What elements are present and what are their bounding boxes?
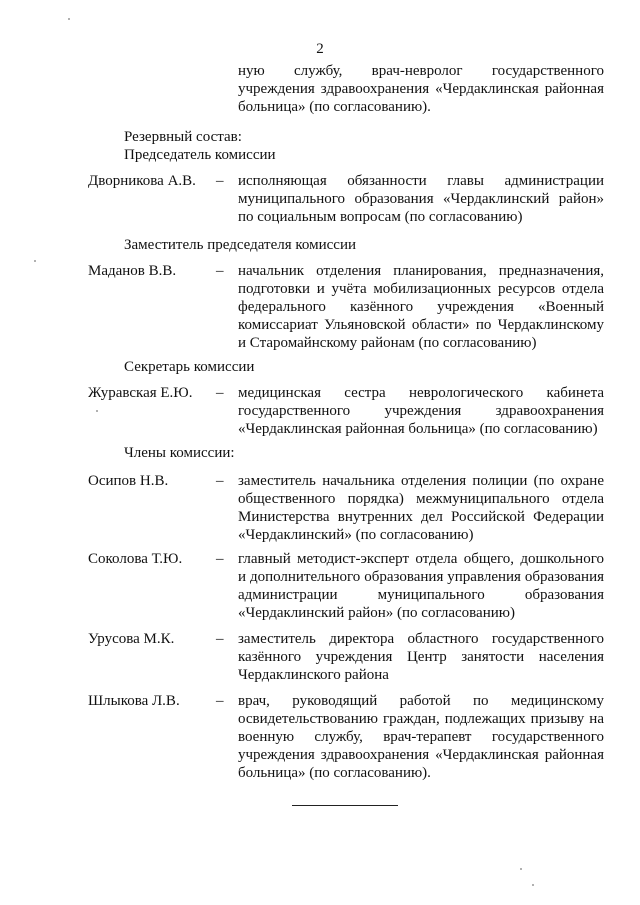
member-description: медицинская сестра неврологического кабинета государственного учреждения здравоохранения «Чердаклинская районная больница» (по согласованию) — [238, 385, 604, 437]
member-description: начальник отделения планирования, предназначения, подготовки и учёта мобилизационных ресурсов отдела федерального казённого учреждения «Военный комиссариат Ульяновской области» по Чердаклинскому и Старомайнскому районам (по согласованию) — [238, 263, 604, 351]
scan-speck — [34, 260, 36, 262]
member-name: Журавская Е.Ю. — [88, 385, 193, 401]
heading-chairman: Председатель комиссии — [124, 147, 276, 163]
heading-deputy: Заместитель председателя комиссии — [124, 237, 357, 253]
heading-reserve: Резервный состав: — [124, 129, 242, 145]
closing-rule — [292, 805, 398, 806]
heading-members: Члены комиссии: — [124, 445, 235, 461]
dash: – — [216, 173, 224, 189]
continuation-text: ную службу, врач-невролог государственного учреждения здравоохранения «Чердаклинская районная больница» (по согласованию). — [238, 63, 604, 115]
member-description: заместитель директора областного государственного казённого учреждения Центр занятости населения Чердаклинского района — [238, 631, 604, 683]
scan-speck — [96, 410, 98, 412]
heading-secretary: Секретарь комиссии — [124, 359, 255, 375]
dash: – — [216, 263, 224, 279]
member-name: Урусова М.К. — [88, 631, 175, 647]
dash: – — [216, 631, 224, 647]
member-description: заместитель начальника отделения полиции (по охране общественного порядка) межмуниципального отдела Министерства внутренних дел Российской Федерации «Чердаклинский» (по согласованию) — [238, 473, 604, 543]
scan-speck — [532, 884, 534, 886]
member-name: Маданов В.В. — [88, 263, 177, 279]
dash: – — [216, 551, 224, 567]
member-name: Шлыкова Л.В. — [88, 693, 180, 709]
member-name: Соколова Т.Ю. — [88, 551, 183, 567]
member-description: врач, руководящий работой по медицинскому освидетельствованию граждан, подлежащих призыву на военную службу, врач-терапевт государственного учреждения здравоохранения «Чердаклинская районная больница» (по согласованию). — [238, 693, 604, 781]
member-name: Дворникова А.В. — [88, 173, 196, 189]
dash: – — [216, 473, 224, 489]
member-description: исполняющая обязанности главы администрации муниципального образования «Чердаклинский район» по социальным вопросам (по согласованию) — [238, 173, 604, 225]
page-number: 2 — [316, 41, 324, 57]
member-description: главный методист-эксперт отдела общего, дошкольного и дополнительного образования управления образования администрации муниципального образования «Чердаклинский район» (по согласованию) — [238, 551, 604, 621]
dash: – — [216, 693, 224, 709]
member-name: Осипов Н.В. — [88, 473, 169, 489]
scan-speck — [520, 868, 522, 870]
dash: – — [216, 385, 224, 401]
scan-speck — [68, 18, 70, 20]
